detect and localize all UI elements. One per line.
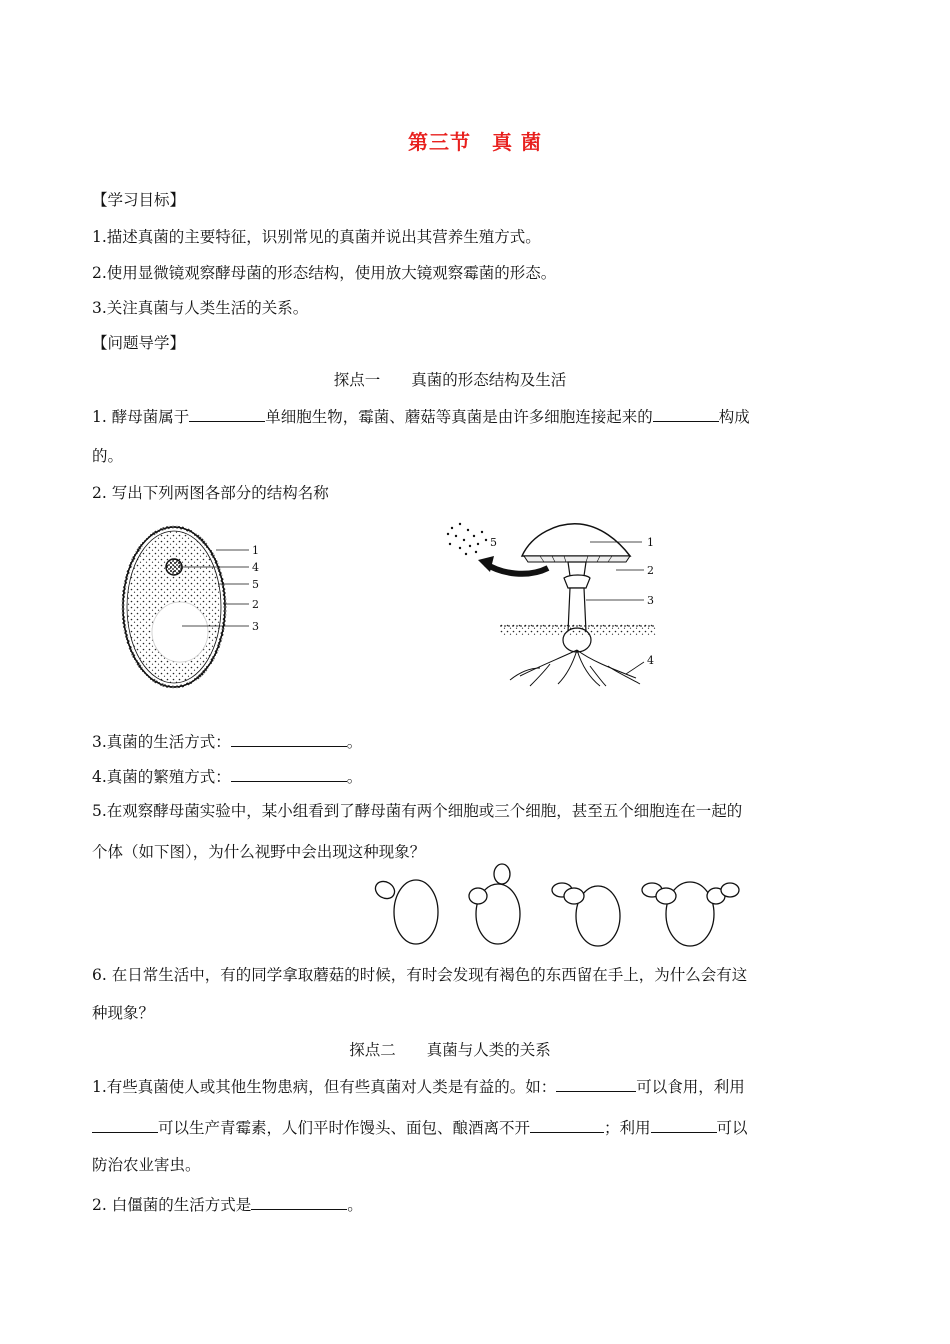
- answer-blank[interactable]: [92, 1117, 158, 1133]
- page-title: 第三节 真 菌: [408, 130, 542, 154]
- mushroom-label-2: 2: [647, 564, 654, 577]
- q-text: 4.真菌的繁殖方式：: [92, 768, 231, 786]
- answer-blank[interactable]: [530, 1117, 604, 1133]
- part2-q1-line1: [92, 1076, 745, 1097]
- part1-q5-line1: 5.在观察酵母菌实验中，某小组看到了酵母菌有两个细胞或三个细胞，甚至五个细胞连在一起的: [92, 802, 743, 820]
- part2-q1-line2: [92, 1117, 748, 1138]
- yeast-label-2: 2: [252, 598, 259, 611]
- mushroom-label-3: 3: [647, 594, 654, 607]
- q-text: 2. 白僵菌的生活方式是: [92, 1196, 252, 1214]
- q-text: 1.有些真菌使人或其他生物患病，但有些真菌对人类是有益的。如：: [92, 1078, 557, 1096]
- answer-blank[interactable]: [231, 731, 347, 747]
- objective-3: 3.关注真菌与人类生活的关系。: [92, 299, 309, 317]
- answer-blank[interactable]: [251, 1194, 347, 1210]
- part1-q4: [92, 766, 362, 787]
- answer-blank[interactable]: [556, 1076, 636, 1092]
- q-text: 可以食用，利用: [636, 1078, 745, 1096]
- q-text: 单细胞生物，霉菌、蘑菇等真菌是由许多细胞连接起来的: [265, 408, 653, 426]
- answer-blank[interactable]: [653, 406, 719, 422]
- answer-blank[interactable]: [231, 766, 347, 782]
- part1-q6-line2: 种现象？: [92, 1004, 155, 1022]
- answer-blank[interactable]: [651, 1117, 717, 1133]
- part2-q2: [92, 1194, 363, 1215]
- part1-q5-line2: 个体（如下图），为什么视野中会出现这种现象？: [92, 843, 426, 861]
- yeast-label-4: 4: [252, 561, 259, 574]
- q-text: 。: [347, 1196, 363, 1214]
- q-text: 可以生产青霉素，人们平时作馒头、面包、酿酒离不开: [158, 1119, 531, 1137]
- q-text: 可以: [716, 1119, 748, 1137]
- part1-q6-line1: 6. 在日常生活中，有的同学拿取蘑菇的时候，有时会发现有褐色的东西留在手上，为什么会有这: [92, 966, 748, 984]
- part1-q2: 2. 写出下列两图各部分的结构名称: [92, 484, 329, 502]
- yeast-label-1: 1: [252, 544, 259, 557]
- yeast-label-3: 3: [252, 620, 259, 633]
- guide-header: 【问题导学】: [92, 334, 186, 352]
- part1-title: 探点一 真菌的形态结构及生活: [333, 371, 567, 389]
- part2-q1-line3: 防治农业害虫。: [92, 1156, 201, 1174]
- part1-q1-line2: 的。: [92, 447, 124, 465]
- q-text: 。: [346, 768, 363, 786]
- q-text: 构成: [718, 408, 750, 426]
- mushroom-diagram: [440, 516, 670, 688]
- q-text: 3.真菌的生活方式：: [92, 733, 231, 751]
- yeast-cell-diagram: [118, 522, 278, 702]
- q-text: 。: [346, 733, 363, 751]
- yeast-label-5: 5: [252, 578, 259, 591]
- mushroom-label-1: 1: [647, 536, 654, 549]
- part2-title: 探点二 真菌与人类的关系: [349, 1041, 551, 1059]
- objective-1: 1.描述真菌的主要特征，识别常见的真菌并说出其营养生殖方式。: [92, 228, 541, 246]
- q-text: ；利用: [604, 1119, 651, 1137]
- answer-blank[interactable]: [189, 406, 265, 422]
- mushroom-label-4: 4: [647, 654, 654, 667]
- part1-q1-line1: [92, 406, 750, 427]
- q-text: 1. 酵母菌属于: [92, 408, 190, 426]
- part1-q3: [92, 731, 362, 752]
- yeast-budding-figure: [368, 856, 748, 948]
- objectives-header: 【学习目标】: [92, 191, 186, 209]
- mushroom-label-5: 5: [490, 536, 497, 549]
- objective-2: 2.使用显微镜观察酵母菌的形态结构，使用放大镜观察霉菌的形态。: [92, 264, 557, 282]
